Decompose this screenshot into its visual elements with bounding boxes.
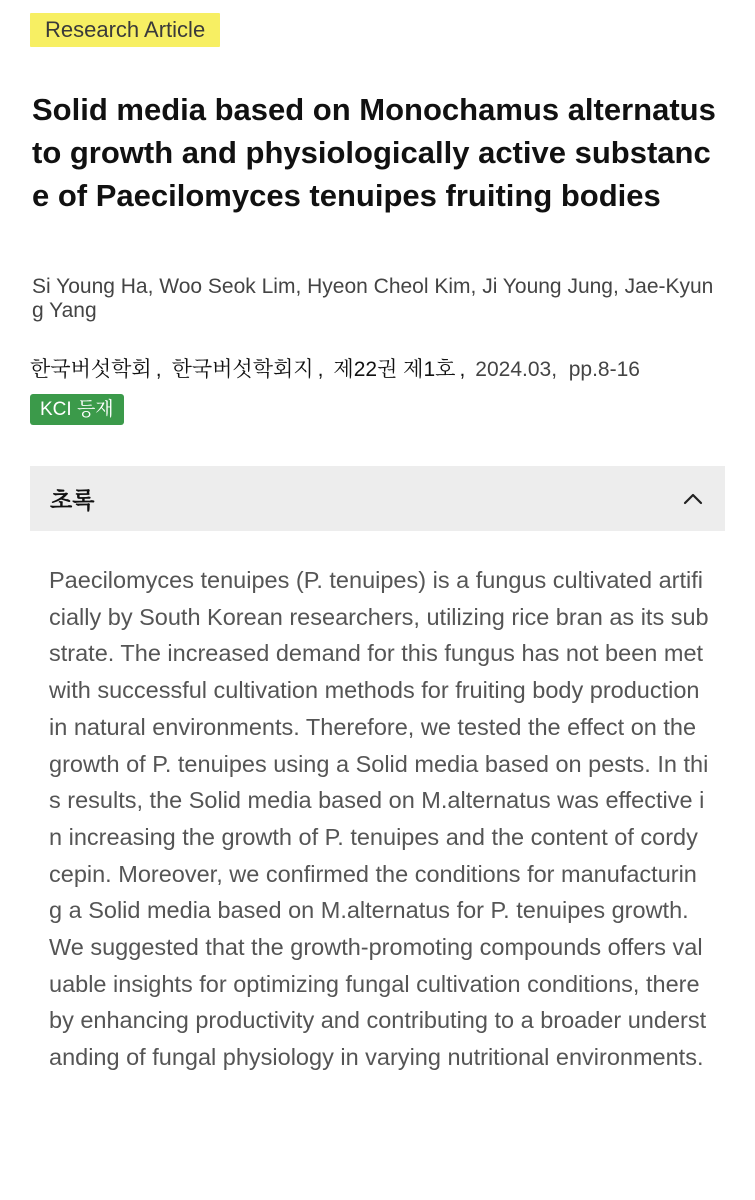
journal-name[interactable]: 한국버섯학회지 [171, 358, 314, 381]
separator: , [155, 358, 162, 381]
abstract-text: Paecilomyces tenuipes (P. tenuipes) is a fungus cultivated artificially by South Korean researchers, utilizing rice bran as its substrate. The increased demand for this fungus has not been met with successful cultivation methods for fruiting body production in natural environments. Therefore, we tested the effect on the growth of P. tenuipes using a Solid media based on pests. In this results, the Solid media based on M.alternatus was effective in increasing the growth of P. tenuipes and the content of cordycepin. Moreover, we confirmed the conditions for manufacturing a Solid media based on M.alternatus for P. tenuipes growth. We suggested that the growth-promoting compounds offers valuable insights for optimizing fungal cultivation conditions, thereby enhancing productivity and contributing to a broader understanding of fungal physiology in varying nutritional environments. [49, 567, 709, 1071]
publication-date: 2024.03, [475, 358, 558, 381]
article-type-badge: Research Article [30, 13, 220, 47]
article-authors[interactable]: Si Young Ha, Woo Seok Lim, Hyeon Cheol Kim, Ji Young Jung, Jae-Kyung Yang [32, 275, 714, 322]
volume-issue[interactable]: 제22권 제1호 [333, 358, 456, 381]
abstract-section-label: 초록 [50, 487, 95, 513]
publication-info [30, 355, 730, 385]
kci-listed-badge: KCI 등재 [30, 394, 124, 425]
abstract-section-toggle[interactable] [30, 466, 725, 531]
page-range: pp.8-16 [568, 358, 640, 381]
chevron-up-icon[interactable] [681, 487, 705, 511]
article-title: Solid media based on Monochamus alternatus to growth and physiologically active substance of Paecilomyces tenuipes fruiting bodies [32, 92, 716, 213]
separator: , [317, 358, 324, 381]
separator: , [459, 358, 466, 381]
society-name[interactable]: 한국버섯학회 [30, 358, 152, 381]
